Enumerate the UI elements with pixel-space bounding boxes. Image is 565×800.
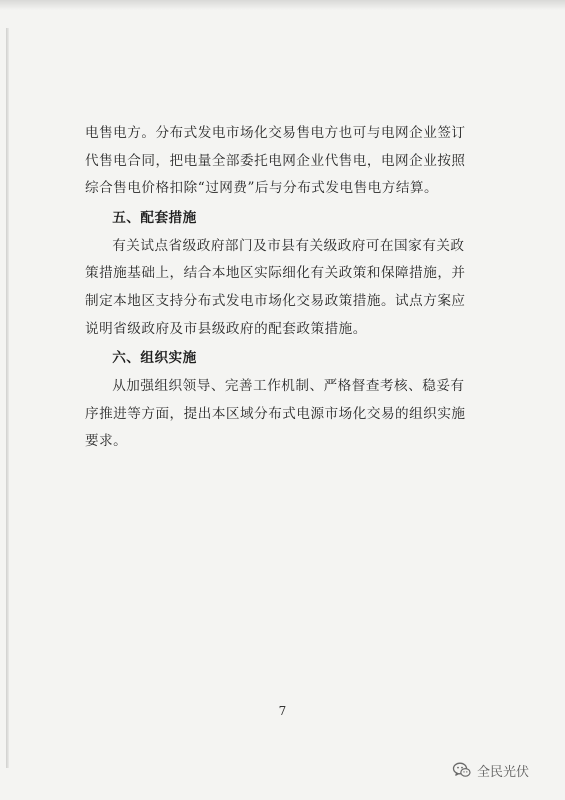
scan-shadow-top	[0, 0, 565, 10]
section-heading-6: 六、组织实施	[112, 350, 197, 367]
body-paragraph-1: 电售电方。分布式发电市场化交易售电方也可与电网企业签订代售电合同，把电量全部委托电网企业代售电，电网企业按照综合售电价格扣除“过网费”后与分布式发电售电方结算。	[85, 125, 466, 197]
document-body	[85, 120, 471, 456]
section-heading-5: 五、配套措施	[112, 209, 197, 226]
page-number: 7	[278, 704, 287, 718]
wechat-icon	[452, 760, 472, 780]
scan-shadow-left	[6, 28, 9, 768]
body-paragraph-3: 从加强组织领导、完善工作机制、严格督查考核、稳妥有序推进等方面，提出本区域分布式电源市场化交易的组织实施要求。	[85, 378, 466, 450]
watermark-text: 全民光伏	[477, 764, 530, 780]
wechat-watermark	[452, 760, 529, 780]
body-paragraph-2: 有关试点省级政府部门及市县有关级政府可在国家有关政策措施基础上，结合本地区实际细化有关政策和保障措施，并制定本地区支持分布式发电市场化交易政策措施。试点方案应说明省级政府及市县级政府的配套政策措施。	[85, 237, 466, 337]
